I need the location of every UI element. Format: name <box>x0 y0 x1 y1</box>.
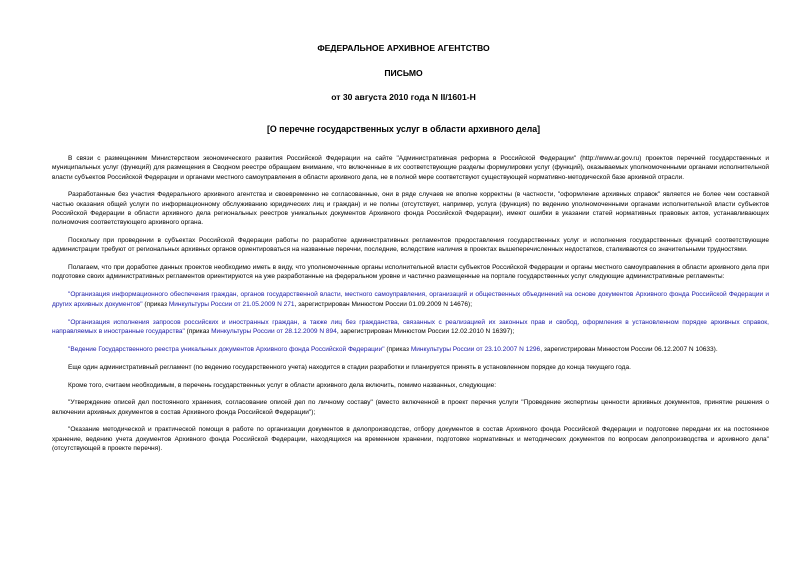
regulation-item-3 <box>52 345 769 354</box>
document-type: ПИСЬМО <box>384 68 423 78</box>
document-body <box>52 154 769 462</box>
regulation-1-order-link[interactable]: Минкультуры России от 21.05.2009 N 271 <box>168 300 295 308</box>
paragraph-3: Поскольку при проведении в субъектах Российской Федерации работы по разработке административных регламентов предоставления государственных услуг и исполнения государственных функций соответствующие администрации требуют от региональных архивных органов ориентироваться на названные перечни, последние, вследствие наличия в проектах вышеперечисленных недостатков, сталкиваются со значительными трудностями. <box>52 237 769 254</box>
regulation-2-link[interactable]: "Организация исполнения запросов российских и иностранных граждан, а также лиц без гражданства, связанных с реализацией их законных прав и свобод, оформления в установленном порядке архивных справок, направляемых в иностранные государства" <box>52 318 769 336</box>
regulation-2-order-link[interactable]: Минкультуры России от 28.12.2009 N 894 <box>211 328 337 336</box>
regulation-item-1 <box>52 290 769 309</box>
paragraph-4: Полагаем, что при доработке данных проектов необходимо иметь в виду, что уполномоченные органы исполнительной власти субъектов Российской Федерации и органы местного самоуправления в области архивного дела при подготовке своих административных регламентов ориентируются на уже разработанные на федеральном уровне и частично размещенные на портале государственных услуг следующие административные регламенты: <box>52 264 769 281</box>
regulation-3-order-link[interactable]: Минкультуры России от 23.10.2007 N 1296 <box>410 345 541 353</box>
regulation-2-mid: (приказ <box>184 328 212 336</box>
regulation-3-tail: , зарегистрирован Минюстом России 06.12.2007 N 10633). <box>540 345 718 353</box>
regulation-1-mid: (приказ <box>142 300 169 308</box>
document-date-number: от 30 августа 2010 года N II/1601-Н <box>331 92 476 102</box>
agency-title: ФЕДЕРАЛЬНОЕ АРХИВНОЕ АГЕНТСТВО <box>317 43 490 53</box>
regulation-item-2 <box>52 318 769 337</box>
regulation-3-link[interactable]: "Ведение Государственного реестра уникальных документов Архивного фонда Российской Федерации" <box>68 345 385 353</box>
regulation-2-tail: , зарегистрирован Минюстом России 12.02.2010 N 16397); <box>336 328 515 336</box>
paragraph-8: "Оказание методической и практической помощи в работе по организации документов в делопроизводстве, отбору документов в состав Архивного фонда Российской Федерации и подготовке передачи их на постоянное хранение, ведению учета документов Архивного фонда Российской Федерации, находящихся на временном хранении, подготовке нормативных и методических документов по вопросам делопроизводства и архивного дела" (отсутствующей в проекте перечня). <box>52 426 769 453</box>
paragraph-2: Разработанные без участия Федерального архивного агентства и своевременно не согласованные, они в ряде случаев не вполне корректны (в частности, "оформление архивных справок" является не более чем составной частью оказания общей услуги по информационному обслуживанию юридических лиц и граждан) и не полны (отсутствует, например, услуга (функция) по ведению уполномоченными органами исполнительной власти субъектов Российской Федерации в области архивного дела региональных реестров уникальных документов Архивного фонда Российской Федерации), имеют ошибки в указании статей нормативных правовых актов, устанавливающих полномочия соответствующего архивного органа. <box>52 191 769 227</box>
paragraph-1: В связи с размещением Министерством экономического развития Российской Федерации на сайте "Административная реформа в Российской Федерации" (http://www.ar.gov.ru) проектов перечней государственных и муниципальных услуг (функций) для размещения в Сводном реестре обращаем внимание, что включенные в их соответствующие разделы формулировки услуг (функций), оказываемых уполномоченными органами исполнительной власти субъектов Российской Федерации и органами местного самоуправления в области архивного дела, не в полной мере соответствуют существующей нормативно-методической базе архивной отрасли. <box>52 155 769 181</box>
paragraph-7: "Утверждение описей дел постоянного хранения, согласование описей дел по личному составу" (вместо включенной в проект перечня услуги "Проведение экспертизы ценности архивных документов, принятие решения о включении архивных документов в состав Архивного фонда Российской Федерации"); <box>52 399 769 416</box>
regulation-1-tail: , зарегистрирован Минюстом России 01.09.2009 N 14676); <box>294 300 473 308</box>
paragraph-6: Кроме того, считаем необходимым, в перечень государственных услуг в области архивного дела включить, помимо названных, следующие: <box>68 381 497 389</box>
paragraph-5: Еще один административный регламент (по ведению государственного учета) находится в стадии разработки и планируется принять в установленном порядке до конца текущего года. <box>68 363 631 371</box>
document-subject: [О перечне государственных услуг в области архивного дела] <box>266 124 541 134</box>
regulation-3-mid: (приказ <box>384 345 411 353</box>
regulation-1-link[interactable]: "Организация информационного обеспечения граждан, органов государственной власти, местного самоуправления, организаций и общественных объединений на основе документов Архивного фонда Российской Федерации и других архивных документов" <box>52 291 769 308</box>
